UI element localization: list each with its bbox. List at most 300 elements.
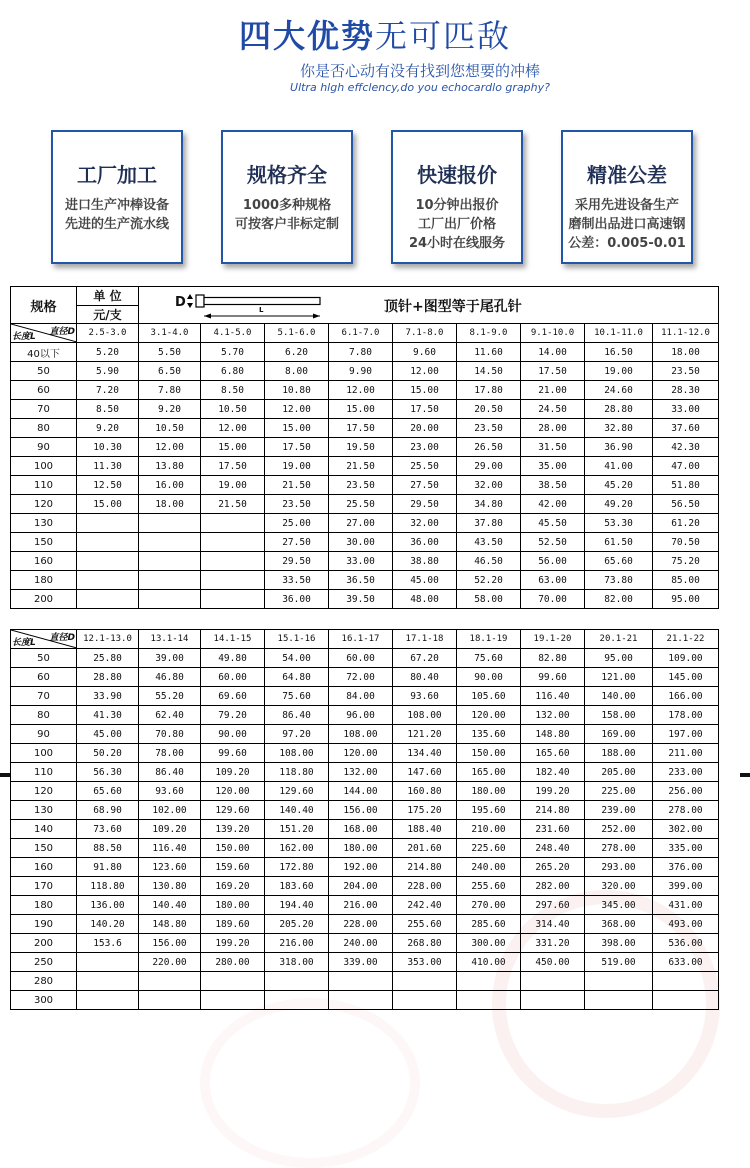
price-cell: 12.00: [201, 419, 265, 438]
price-cell: 175.20: [393, 801, 457, 820]
price-cell: 135.60: [457, 725, 521, 744]
diameter-range-header: 16.1-17: [329, 630, 393, 649]
price-cell: 45.00: [393, 571, 457, 590]
price-cell: 156.00: [139, 934, 201, 953]
diameter-range-header: 6.1-7.0: [329, 324, 393, 343]
price-cell: 19.50: [329, 438, 393, 457]
price-cell: 35.00: [521, 457, 585, 476]
price-cell: 293.00: [585, 858, 653, 877]
diameter-range-header: 7.1-8.0: [393, 324, 457, 343]
price-cell: 15.00: [265, 419, 329, 438]
table-row: [11, 419, 719, 438]
length-label: 180: [11, 571, 77, 590]
diameter-range-header: 8.1-9.0: [457, 324, 521, 343]
price-cell: 134.40: [393, 744, 457, 763]
price-cell: 165.60: [521, 744, 585, 763]
price-cell: 31.50: [521, 438, 585, 457]
price-cell: 32.00: [393, 514, 457, 533]
price-cell: 278.00: [585, 839, 653, 858]
price-cell: 75.20: [653, 552, 719, 571]
price-cell: 368.00: [585, 915, 653, 934]
price-cell: 17.80: [457, 381, 521, 400]
diagram-d-label: D: [175, 295, 186, 310]
price-cell: 242.40: [393, 896, 457, 915]
price-cell: 102.00: [139, 801, 201, 820]
price-cell: 10.30: [77, 438, 139, 457]
price-cell: [653, 991, 719, 1010]
price-cell: [585, 991, 653, 1010]
price-cell: 270.00: [457, 896, 521, 915]
diameter-range-header: 5.1-6.0: [265, 324, 329, 343]
price-cell: 199.20: [201, 934, 265, 953]
price-cell: 23.00: [393, 438, 457, 457]
length-label: 100: [11, 457, 77, 476]
unit-top-label: 单 位: [77, 287, 139, 306]
price-cell: 15.00: [201, 438, 265, 457]
price-cell: 148.80: [521, 725, 585, 744]
price-cell: 318.00: [265, 953, 329, 972]
price-cell: [201, 590, 265, 609]
price-cell: 109.20: [201, 763, 265, 782]
price-cell: [77, 972, 139, 991]
page-title: [0, 14, 750, 58]
page-subtitle: 你是否心动有没有找到您想要的冲棒: [299, 62, 540, 80]
length-label: 250: [11, 953, 77, 972]
price-cell: 183.60: [265, 877, 329, 896]
price-cell: 165.00: [457, 763, 521, 782]
price-cell: 79.20: [201, 706, 265, 725]
price-cell: 26.50: [457, 438, 521, 457]
price-cell: 25.50: [329, 495, 393, 514]
price-cell: 15.00: [77, 495, 139, 514]
price-cell: 14.50: [457, 362, 521, 381]
title-bold-part: 四大优势: [238, 17, 375, 55]
price-cell: 28.00: [521, 419, 585, 438]
table-row: [11, 991, 719, 1010]
price-cell: 23.50: [265, 495, 329, 514]
price-cell: 56.50: [653, 495, 719, 514]
price-cell: 73.80: [585, 571, 653, 590]
price-cell: 519.00: [585, 953, 653, 972]
price-cell: 91.80: [77, 858, 139, 877]
diameter-range-header: 19.1-20: [521, 630, 585, 649]
table-row: [11, 590, 719, 609]
price-cell: 25.80: [77, 649, 139, 668]
price-cell: [201, 991, 265, 1010]
length-label: 190: [11, 915, 77, 934]
price-cell: 201.60: [393, 839, 457, 858]
price-cell: 431.00: [653, 896, 719, 915]
price-cell: 633.00: [653, 953, 719, 972]
price-cell: 280.00: [201, 953, 265, 972]
price-cell: 398.00: [585, 934, 653, 953]
price-cell: 353.00: [393, 953, 457, 972]
unit-bottom-label: 元/支: [77, 305, 139, 324]
price-cell: 52.50: [521, 533, 585, 552]
table-row: [11, 687, 719, 706]
price-cell: 70.80: [139, 725, 201, 744]
price-cell: 6.20: [265, 343, 329, 362]
price-cell: 345.00: [585, 896, 653, 915]
length-label: 60: [11, 668, 77, 687]
price-cell: 90.00: [201, 725, 265, 744]
price-cell: 189.60: [201, 915, 265, 934]
price-cell: 120.00: [457, 706, 521, 725]
price-cell: 248.40: [521, 839, 585, 858]
price-cell: 95.00: [653, 590, 719, 609]
price-cell: 239.00: [585, 801, 653, 820]
price-cell: 18.00: [139, 495, 201, 514]
price-cell: 108.00: [265, 744, 329, 763]
price-cell: 10.50: [139, 419, 201, 438]
table-row: [11, 763, 719, 782]
corner-length-label: 长度L: [12, 638, 36, 648]
price-cell: 54.00: [265, 649, 329, 668]
price-cell: 178.00: [653, 706, 719, 725]
table-row: [11, 495, 719, 514]
price-cell: 75.60: [457, 649, 521, 668]
price-cell: 65.60: [585, 552, 653, 571]
diameter-range-header: 11.1-12.0: [653, 324, 719, 343]
price-cell: 90.00: [457, 668, 521, 687]
price-cell: 255.60: [393, 915, 457, 934]
price-cell: [139, 972, 201, 991]
price-cell: 9.20: [139, 400, 201, 419]
length-label: 160: [11, 552, 77, 571]
price-cell: 37.60: [653, 419, 719, 438]
price-cell: 6.50: [139, 362, 201, 381]
price-cell: 21.50: [201, 495, 265, 514]
price-cell: 536.00: [653, 934, 719, 953]
price-cell: 14.00: [521, 343, 585, 362]
price-cell: 8.50: [77, 400, 139, 419]
price-cell: 118.80: [77, 877, 139, 896]
price-cell: 23.50: [457, 419, 521, 438]
side-divider-left: [0, 773, 10, 777]
price-cell: [139, 552, 201, 571]
pin-diagram-icon: [177, 289, 397, 323]
feature-card-specs: [221, 130, 353, 264]
price-cell: 205.20: [265, 915, 329, 934]
price-cell: 49.20: [585, 495, 653, 514]
table-row: [11, 801, 719, 820]
diameter-range-header: 18.1-19: [457, 630, 521, 649]
price-cell: [77, 953, 139, 972]
title-light-part: 无可匹敌: [375, 17, 512, 55]
section-gap: [11, 609, 719, 630]
price-cell: 27.50: [393, 476, 457, 495]
diameter-range-header: 15.1-16: [265, 630, 329, 649]
table-row: [11, 571, 719, 590]
length-label: 70: [11, 400, 77, 419]
price-cell: 153.6: [77, 934, 139, 953]
price-cell: 5.70: [201, 343, 265, 362]
price-cell: 136.00: [77, 896, 139, 915]
length-label: 80: [11, 706, 77, 725]
price-cell: 32.80: [585, 419, 653, 438]
page-subtitle-english: Ultra hlgh effclency,do you echocardlo graphy?: [290, 81, 550, 94]
table-row: [11, 457, 719, 476]
price-cell: 144.00: [329, 782, 393, 801]
length-label: 120: [11, 782, 77, 801]
price-cell: 42.30: [653, 438, 719, 457]
price-cell: [265, 972, 329, 991]
price-cell: 39.00: [139, 649, 201, 668]
price-cell: 38.80: [393, 552, 457, 571]
diameter-range-header: 21.1-22: [653, 630, 719, 649]
watermark-arc: [200, 998, 420, 1168]
price-cell: 8.00: [265, 362, 329, 381]
price-cell: 42.00: [521, 495, 585, 514]
price-cell: 21.50: [329, 457, 393, 476]
price-cell: [653, 972, 719, 991]
price-cell: 25.50: [393, 457, 457, 476]
price-cell: 85.00: [653, 571, 719, 590]
price-cell: 158.00: [585, 706, 653, 725]
price-cell: 69.60: [201, 687, 265, 706]
price-cell: 30.00: [329, 533, 393, 552]
price-cell: 17.50: [393, 400, 457, 419]
price-cell: 17.50: [201, 457, 265, 476]
pin-diagram-cell: [139, 287, 719, 324]
price-cell: 36.50: [329, 571, 393, 590]
price-cell: 23.50: [653, 362, 719, 381]
price-cell: 140.40: [265, 801, 329, 820]
price-cell: [521, 991, 585, 1010]
price-cell: 33.90: [77, 687, 139, 706]
price-cell: 205.00: [585, 763, 653, 782]
length-label: 70: [11, 687, 77, 706]
diameter-range-header: 17.1-18: [393, 630, 457, 649]
section-gap-cell: [11, 609, 719, 630]
price-cell: 11.30: [77, 457, 139, 476]
price-cell: 121.00: [585, 668, 653, 687]
price-cell: 7.80: [139, 381, 201, 400]
price-cell: 75.60: [265, 687, 329, 706]
price-cell: 9.60: [393, 343, 457, 362]
price-cell: 7.20: [77, 381, 139, 400]
corner-diameter-label: 直径D: [49, 633, 75, 643]
price-cell: 50.20: [77, 744, 139, 763]
price-cell: 150.00: [457, 744, 521, 763]
price-cell: 314.40: [521, 915, 585, 934]
price-cell: 55.20: [139, 687, 201, 706]
length-diameter-corner: [11, 324, 77, 343]
price-cell: [201, 552, 265, 571]
price-cell: 182.40: [521, 763, 585, 782]
price-cell: 320.00: [585, 877, 653, 896]
price-cell: 162.00: [265, 839, 329, 858]
price-cell: 5.20: [77, 343, 139, 362]
price-cell: 80.40: [393, 668, 457, 687]
price-cell: 147.60: [393, 763, 457, 782]
diameter-header-row: [11, 630, 719, 649]
spec-label: 规格: [11, 287, 77, 324]
diameter-range-header: 4.1-5.0: [201, 324, 265, 343]
price-cell: 88.50: [77, 839, 139, 858]
price-cell: [393, 991, 457, 1010]
price-cell: 130.80: [139, 877, 201, 896]
diameter-range-header: 9.1-10.0: [521, 324, 585, 343]
price-cell: 96.00: [329, 706, 393, 725]
price-cell: 121.20: [393, 725, 457, 744]
price-cell: 95.00: [585, 649, 653, 668]
table-row: [11, 400, 719, 419]
price-cell: 214.80: [521, 801, 585, 820]
price-cell: 56.00: [521, 552, 585, 571]
price-cell: 67.20: [393, 649, 457, 668]
table-row: [11, 343, 719, 362]
price-cell: 335.00: [653, 839, 719, 858]
price-cell: 46.50: [457, 552, 521, 571]
table-row: [11, 362, 719, 381]
price-cell: 120.00: [201, 782, 265, 801]
length-label: 110: [11, 476, 77, 495]
price-cell: [77, 590, 139, 609]
feature-card-title: 工厂加工: [77, 163, 157, 187]
price-cell: 34.80: [457, 495, 521, 514]
price-cell: 28.30: [653, 381, 719, 400]
price-cell: 116.40: [521, 687, 585, 706]
price-cell: 39.50: [329, 590, 393, 609]
price-cell: 61.20: [653, 514, 719, 533]
price-cell: 220.00: [139, 953, 201, 972]
price-cell: 24.60: [585, 381, 653, 400]
feature-card-desc: 进口生产冲棒设备 先进的生产流水线: [64, 198, 169, 232]
price-cell: 60.00: [329, 649, 393, 668]
price-cell: 27.50: [265, 533, 329, 552]
diameter-range-header: 12.1-13.0: [77, 630, 139, 649]
price-cell: 233.00: [653, 763, 719, 782]
length-label: 140: [11, 820, 77, 839]
table-row: [11, 972, 719, 991]
price-cell: 231.60: [521, 820, 585, 839]
length-label: 50: [11, 649, 77, 668]
price-cell: [77, 514, 139, 533]
price-cell: 169.20: [201, 877, 265, 896]
price-cell: 339.00: [329, 953, 393, 972]
price-cell: 53.30: [585, 514, 653, 533]
price-cell: 97.20: [265, 725, 329, 744]
diagram-l-label: L: [259, 306, 264, 314]
price-cell: 17.50: [329, 419, 393, 438]
price-cell: 145.00: [653, 668, 719, 687]
price-cell: 82.80: [521, 649, 585, 668]
price-cell: 9.20: [77, 419, 139, 438]
corner-length-label: 长度L: [12, 332, 36, 342]
diameter-range-header: 13.1-14: [139, 630, 201, 649]
table-row: [11, 877, 719, 896]
diameter-range-header: 10.1-11.0: [585, 324, 653, 343]
price-cell: 84.00: [329, 687, 393, 706]
price-cell: 32.00: [457, 476, 521, 495]
price-cell: 108.00: [329, 725, 393, 744]
price-cell: 72.00: [329, 668, 393, 687]
price-cell: 38.50: [521, 476, 585, 495]
feature-card-desc: 1000多种规格 可按客户非标定制: [234, 198, 339, 232]
table-row: [11, 858, 719, 877]
price-cell: 450.00: [521, 953, 585, 972]
price-cell: 15.00: [329, 400, 393, 419]
price-cell: 33.50: [265, 571, 329, 590]
price-cell: 132.00: [521, 706, 585, 725]
price-cell: [77, 533, 139, 552]
table-row: [11, 668, 719, 687]
price-cell: 169.00: [585, 725, 653, 744]
price-cell: 282.00: [521, 877, 585, 896]
price-cell: 43.50: [457, 533, 521, 552]
price-cell: 225.00: [585, 782, 653, 801]
corner-diameter-label: 直径D: [49, 327, 75, 337]
length-label: 130: [11, 514, 77, 533]
price-cell: 16.00: [139, 476, 201, 495]
price-cell: 48.00: [393, 590, 457, 609]
price-cell: 199.20: [521, 782, 585, 801]
price-cell: 82.00: [585, 590, 653, 609]
price-cell: 25.00: [265, 514, 329, 533]
price-cell: 302.00: [653, 820, 719, 839]
price-cell: 150.00: [201, 839, 265, 858]
price-cell: 29.50: [265, 552, 329, 571]
table-row: [11, 915, 719, 934]
price-cell: [457, 972, 521, 991]
feature-card-title: 规格齐全: [247, 163, 327, 187]
price-cell: 216.00: [265, 934, 329, 953]
price-cell: 148.80: [139, 915, 201, 934]
price-cell: 105.60: [457, 687, 521, 706]
page-header: [0, 14, 750, 96]
price-cell: 140.20: [77, 915, 139, 934]
price-cell: 28.80: [585, 400, 653, 419]
price-cell: 10.80: [265, 381, 329, 400]
price-cell: 225.60: [457, 839, 521, 858]
length-label: 180: [11, 896, 77, 915]
price-cell: 123.60: [139, 858, 201, 877]
table-row: [11, 782, 719, 801]
price-cell: 37.80: [457, 514, 521, 533]
price-cell: 93.60: [139, 782, 201, 801]
length-diameter-corner: [11, 630, 77, 649]
price-cell: 5.90: [77, 362, 139, 381]
price-cell: 41.30: [77, 706, 139, 725]
price-cell: 195.60: [457, 801, 521, 820]
price-cell: 197.00: [653, 725, 719, 744]
price-cell: [201, 972, 265, 991]
price-cell: [77, 991, 139, 1010]
diameter-range-header: 2.5-3.0: [77, 324, 139, 343]
price-cell: 188.00: [585, 744, 653, 763]
price-table: [10, 286, 719, 1010]
price-cell: 159.60: [201, 858, 265, 877]
price-cell: 45.20: [585, 476, 653, 495]
price-cell: 180.00: [329, 839, 393, 858]
price-cell: 58.00: [457, 590, 521, 609]
price-cell: 18.00: [653, 343, 719, 362]
price-cell: 63.00: [521, 571, 585, 590]
price-cell: 17.50: [265, 438, 329, 457]
length-label: 90: [11, 725, 77, 744]
price-cell: 5.50: [139, 343, 201, 362]
price-cell: [329, 972, 393, 991]
price-cell: [139, 533, 201, 552]
price-cell: 68.90: [77, 801, 139, 820]
price-cell: 11.60: [457, 343, 521, 362]
price-cell: 297.60: [521, 896, 585, 915]
price-cell: 108.00: [393, 706, 457, 725]
length-label: 50: [11, 362, 77, 381]
price-cell: 118.80: [265, 763, 329, 782]
price-cell: 216.00: [329, 896, 393, 915]
